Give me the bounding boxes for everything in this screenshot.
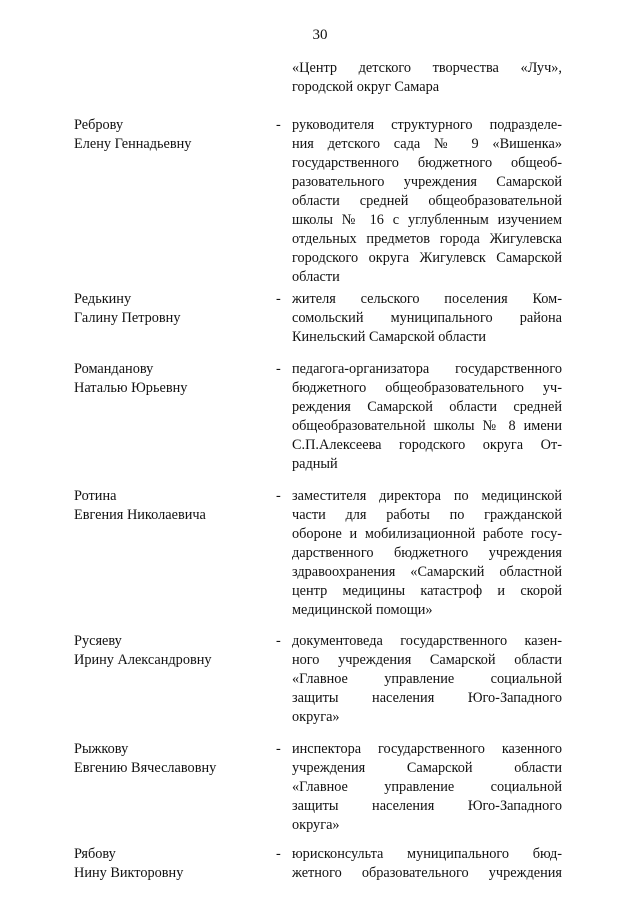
description-line: сомольский муниципального района: [292, 310, 562, 326]
description-line: области: [292, 269, 340, 285]
position-description: [292, 116, 562, 287]
person-surname: Ротина: [74, 488, 117, 504]
person-given-names: Галину Петровну: [74, 310, 181, 326]
person-name: [74, 632, 274, 670]
intro-continuation: [292, 59, 562, 97]
person-name: [74, 845, 274, 883]
description-line: ного учреждения Самарской области: [292, 652, 562, 668]
description-line: руководителя структурного подразделе-: [292, 117, 562, 133]
description-line: здравоохранения «Самарский областной: [292, 564, 562, 580]
position-description: [292, 290, 562, 347]
description-line: городского округа Жигулевск Самарской: [292, 250, 562, 266]
page-number: 30: [312, 27, 328, 43]
person-surname: Русяеву: [74, 633, 122, 649]
person-given-names: Елену Геннадьевну: [74, 136, 192, 152]
description-line: С.П.Алексеева городского округа От-: [292, 437, 562, 453]
description-line: центр медицины катастроф и скорой: [292, 583, 562, 599]
description-line: округа»: [292, 817, 340, 833]
description-line: округа»: [292, 709, 340, 725]
description-line: «Главное управление социальной: [292, 671, 562, 687]
description-line: реждения Самарской области средней: [292, 399, 562, 415]
position-description: [292, 487, 562, 620]
description-line: обороне и мобилизационной работе госу-: [292, 526, 562, 542]
person-given-names: Наталью Юрьевну: [74, 380, 188, 396]
description-line: отдельных предметов города Жигулевска: [292, 231, 562, 247]
position-description: [292, 845, 562, 883]
dash-separator: -: [276, 117, 281, 133]
dash-separator: -: [276, 291, 281, 307]
description-line: жетного образовательного учреждения: [292, 865, 562, 881]
person-name: [74, 116, 274, 154]
description-line: инспектора государственного казенного: [292, 741, 562, 757]
description-line: юрисконсульта муниципального бюд-: [292, 846, 562, 862]
position-description: [292, 740, 562, 835]
description-line: разовательного учреждения Самарской: [292, 174, 562, 190]
description-line: радный: [292, 456, 338, 472]
description-line: защиты населения Юго-Западного: [292, 798, 562, 814]
description-line: бюджетного общеобразовательного уч-: [292, 380, 562, 396]
position-description: [292, 360, 562, 474]
person-surname: Рябову: [74, 846, 116, 862]
description-line: заместителя директора по медицинской: [292, 488, 562, 504]
description-line: области средней общеобразовательной: [292, 193, 562, 209]
description-line: медицинской помощи»: [292, 602, 433, 618]
person-surname: Романданову: [74, 361, 154, 377]
description-line: дарственного бюджетного учреждения: [292, 545, 562, 561]
description-line: Кинельский Самарской области: [292, 329, 487, 345]
description-line: защиты населения Юго-Западного: [292, 690, 562, 706]
intro-line: городской округ Самара: [292, 79, 440, 95]
intro-line: «Центр детского творчества «Луч»,: [292, 60, 562, 76]
position-description: [292, 632, 562, 727]
description-line: учреждения Самарской области: [292, 760, 562, 776]
person-name: [74, 290, 274, 328]
description-line: ния детского сада № 9 «Вишенка»: [292, 136, 562, 152]
description-line: части для работы по гражданской: [292, 507, 562, 523]
description-line: школы № 16 с углубленным изучением: [292, 212, 562, 228]
person-surname: Реброву: [74, 117, 124, 133]
person-name: [74, 360, 274, 398]
dash-separator: -: [276, 741, 281, 757]
description-line: государственного бюджетного общеоб-: [292, 155, 562, 171]
person-surname: Редькину: [74, 291, 132, 307]
description-line: документоведа государственного казен-: [292, 633, 562, 649]
description-line: педагога-организатора государственного: [292, 361, 562, 377]
description-line: «Главное управление социальной: [292, 779, 562, 795]
dash-separator: -: [276, 846, 281, 862]
description-line: общеобразовательной школы № 8 имени: [292, 418, 562, 434]
person-given-names: Нину Викторовну: [74, 865, 184, 881]
dash-separator: -: [276, 361, 281, 377]
description-line: жителя сельского поселения Ком-: [292, 291, 562, 307]
person-given-names: Евгения Николаевича: [74, 507, 206, 523]
person-name: [74, 487, 274, 525]
dash-separator: -: [276, 633, 281, 649]
dash-separator: -: [276, 488, 281, 504]
person-surname: Рыжкову: [74, 741, 129, 757]
person-given-names: Евгению Вячеславовну: [74, 760, 217, 776]
person-name: [74, 740, 274, 778]
person-given-names: Ирину Александровну: [74, 652, 212, 668]
